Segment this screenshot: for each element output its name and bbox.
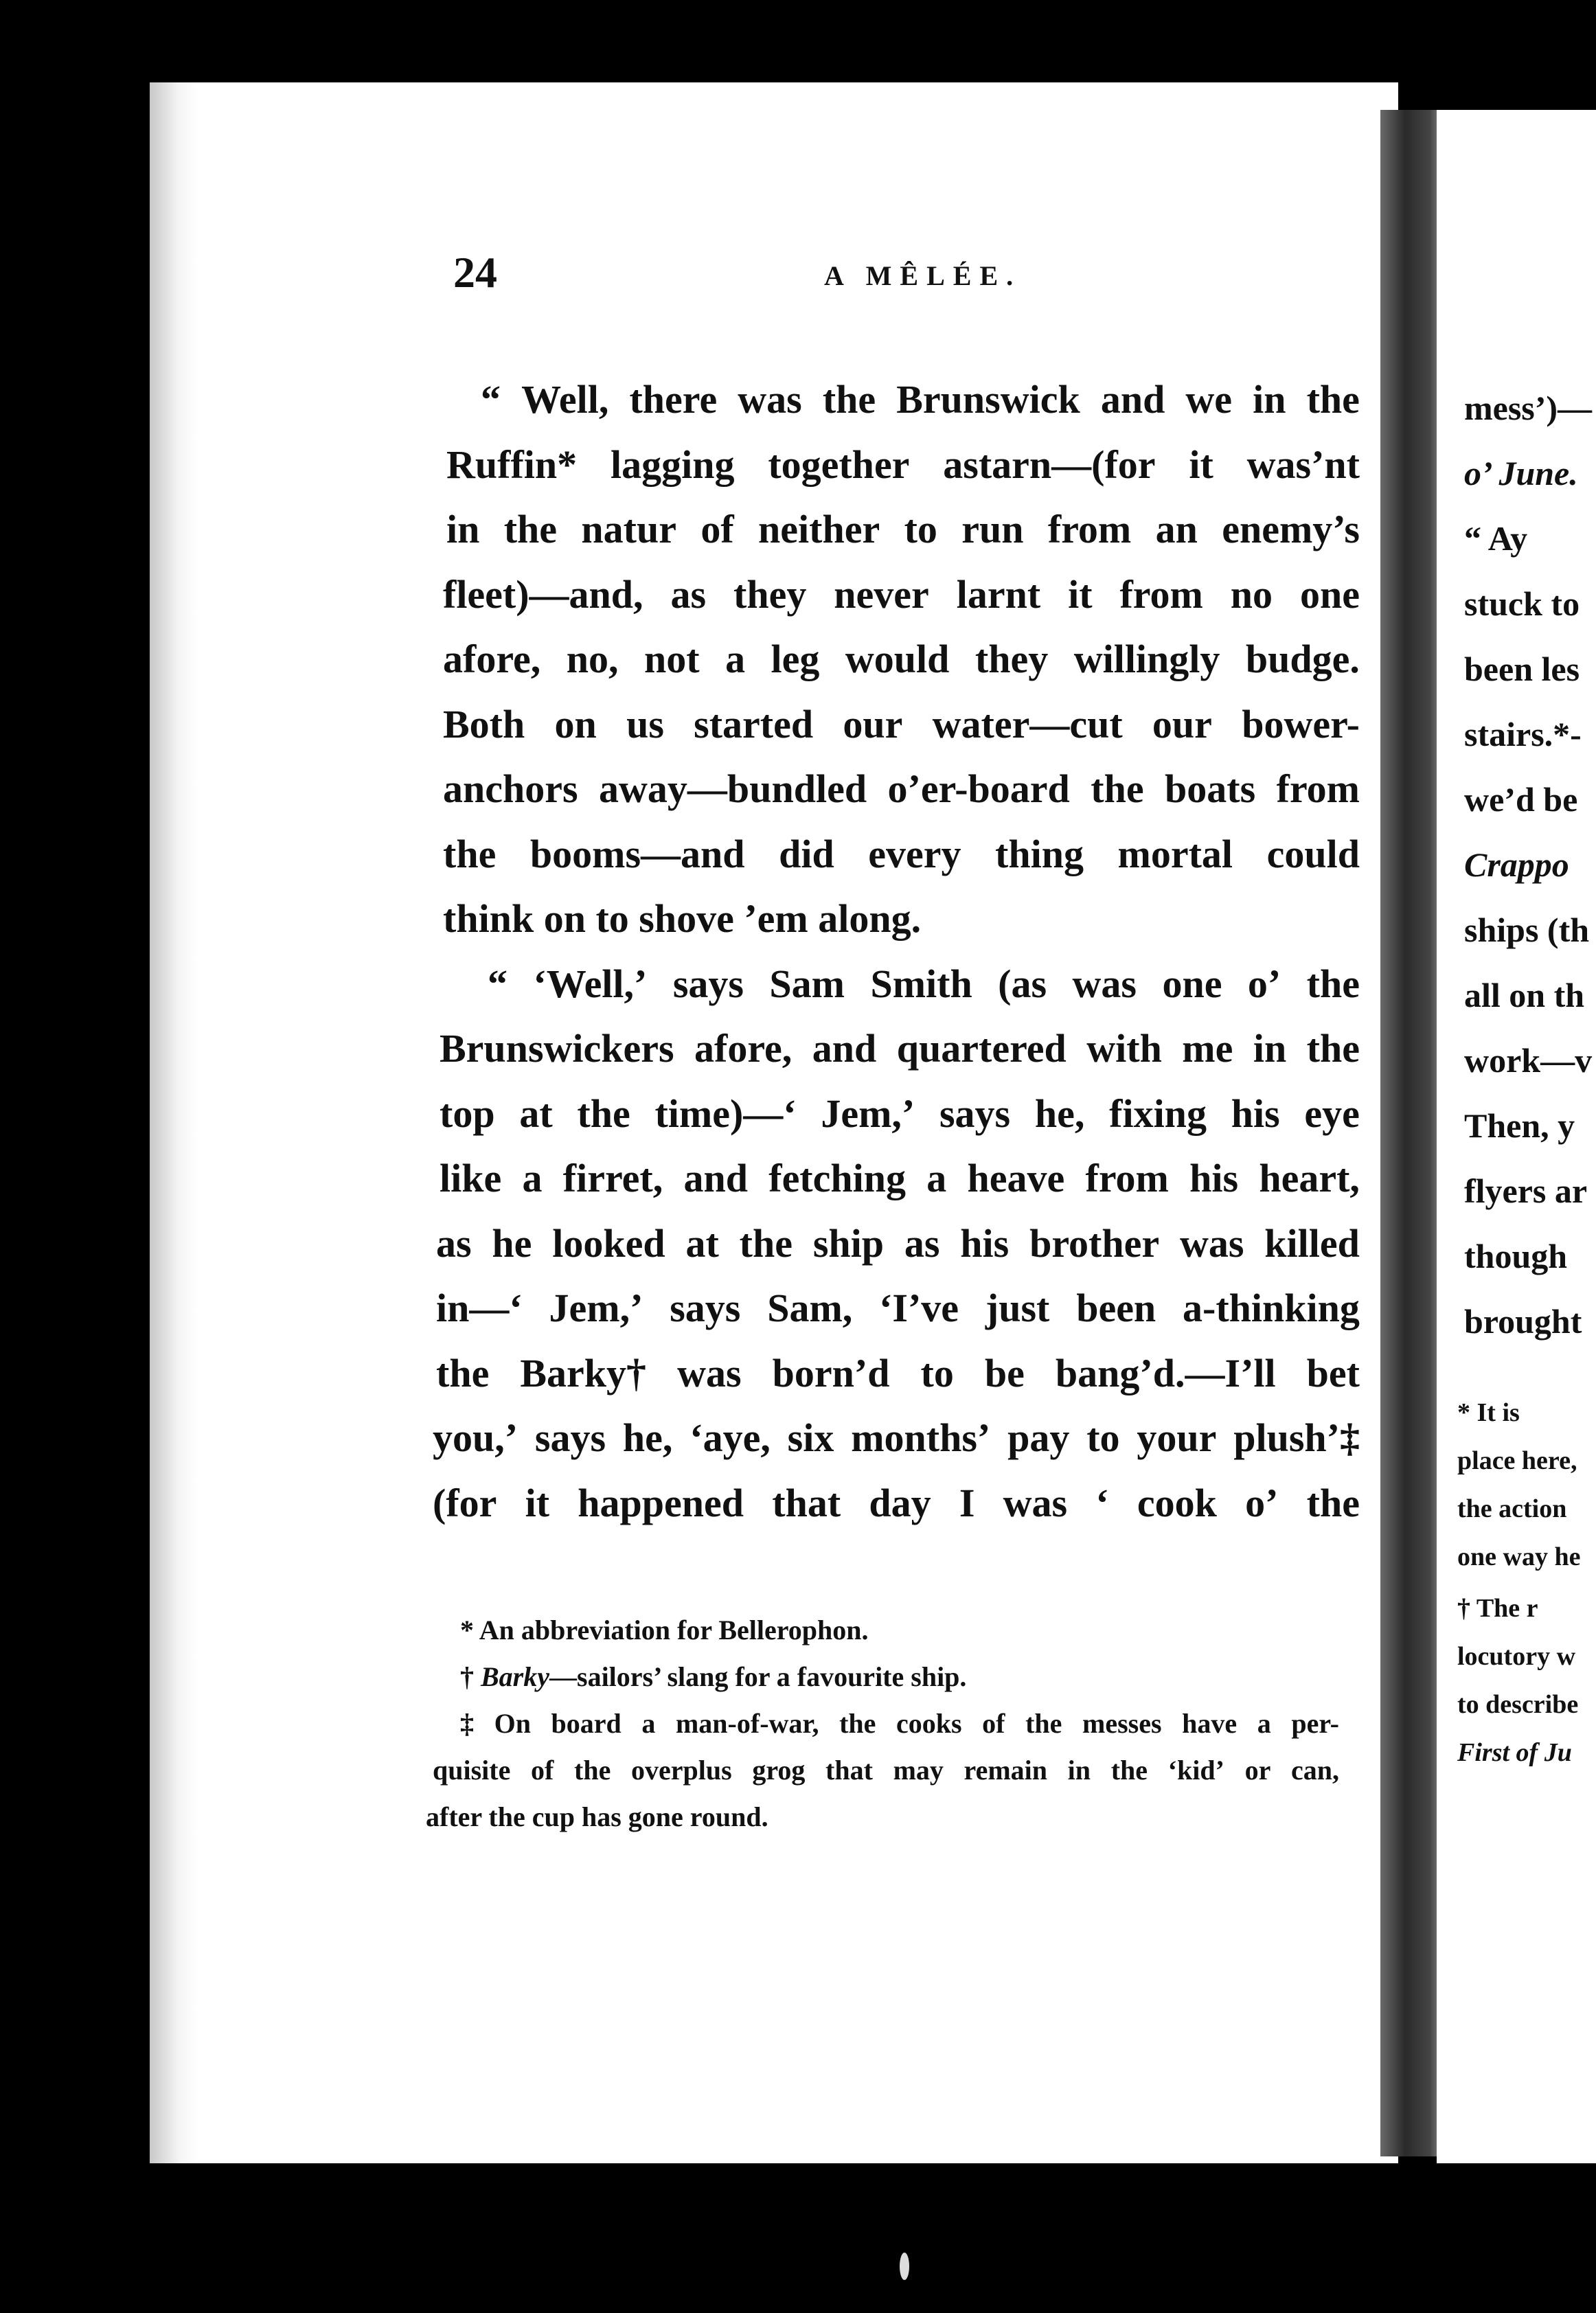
facing-line: stuck to	[1464, 584, 1580, 623]
facing-footnote: place here,	[1457, 1446, 1577, 1475]
facing-line: flyers ar	[1464, 1172, 1588, 1210]
page-speck	[900, 2253, 909, 2280]
facing-line: o’ June.	[1464, 454, 1578, 492]
text-line: think on to shove ’em along.	[443, 896, 922, 941]
facing-line: ships (th	[1464, 911, 1590, 949]
page-edge-shadow	[150, 82, 198, 2163]
text-line: top at the time)—‘ Jem,’ says he, fixing his eye	[440, 1091, 1360, 1136]
facing-line: Crappo	[1464, 845, 1569, 884]
footnote-text: —sailors’ slang for a favourite ship.	[549, 1661, 967, 1692]
text-line: as he looked at the ship as his brother was killed	[436, 1220, 1360, 1266]
facing-line: though	[1464, 1237, 1568, 1275]
facing-line: mess’)—	[1464, 389, 1593, 427]
page-header	[453, 247, 1367, 309]
facing-line: brought	[1464, 1302, 1582, 1341]
book-gutter	[1380, 110, 1442, 2156]
text-line: Both on us started our water—cut our bower-	[443, 701, 1360, 747]
text-line: like a firret, and fetching a heave from his heart,	[440, 1156, 1360, 1200]
text-line: Brunswickers afore, and quartered with me in the	[440, 1026, 1360, 1071]
facing-footnote: to describe	[1457, 1690, 1579, 1719]
running-title: A MÊLÉE.	[824, 260, 1022, 291]
text-line: in the natur of neither to run from an enemy’s	[446, 507, 1360, 551]
footnote-mark: †	[460, 1661, 474, 1692]
facing-footnote: the action	[1457, 1494, 1567, 1523]
facing-line: Then, y	[1464, 1106, 1575, 1145]
facing-footnote: † The r	[1457, 1594, 1538, 1623]
facing-line: been les	[1464, 650, 1580, 688]
footnote: * An abbreviation for Bellerophon.	[460, 1615, 869, 1645]
footnote	[426, 1700, 1339, 1747]
text-line: Ruffin* lagging together astarn—(for it was’nt	[446, 442, 1360, 487]
text-line: anchors away—bundled o’er-board the boats from	[443, 766, 1360, 811]
facing-line: stairs.*-	[1464, 715, 1582, 753]
footnote-line: ‡ On board a man-of-war, the cooks of the messes have a per-	[460, 1708, 1339, 1739]
facing-line: all on th	[1464, 976, 1585, 1014]
facing-footnote: one way he	[1457, 1542, 1581, 1571]
facing-line: we’d be	[1464, 780, 1578, 819]
text-line: (for it happened that day I was ‘ cook o’ the	[433, 1480, 1360, 1525]
text-line: fleet)—and, as they never larnt it from no one	[443, 571, 1360, 617]
text-line: the Barky† was born’d to be bang’d.—I’ll bet	[436, 1350, 1360, 1395]
page-number: 24	[453, 248, 497, 297]
facing-line: “ Ay	[1464, 519, 1528, 558]
text-line: in—‘ Jem,’ says Sam, ‘I’ve just been a-thinking	[436, 1286, 1360, 1330]
page-speck	[1099, 86, 1118, 102]
footnote-line: quisite of the overplus grog that may remain in the ‘kid’ or can,	[433, 1755, 1339, 1786]
text-line: afore, no, not a leg would they willingly budge.	[443, 637, 1360, 681]
facing-footnote: * It is	[1457, 1398, 1520, 1427]
footnote	[426, 1747, 1339, 1794]
body-text	[433, 367, 1360, 1536]
footnote-term: Barky	[481, 1661, 549, 1692]
facing-line: work—v	[1464, 1041, 1593, 1080]
facing-footnote: First of Ju	[1457, 1738, 1572, 1767]
text-line: “ Well, there was the Brunswick and we in the	[481, 377, 1360, 422]
facing-footnote: locutory w	[1457, 1642, 1576, 1671]
footnote	[426, 1654, 1339, 1700]
text-line: “ ‘Well,’ says Sam Smith (as was one o’ the	[488, 961, 1360, 1006]
footnotes	[426, 1607, 1339, 1841]
text-line: you,’ says he, ‘aye, six months’ pay to your plush’‡	[433, 1415, 1360, 1460]
footnote: after the cup has gone round.	[426, 1801, 768, 1832]
facing-page	[1437, 110, 1596, 2163]
text-line: the booms—and did every thing mortal could	[443, 831, 1360, 876]
